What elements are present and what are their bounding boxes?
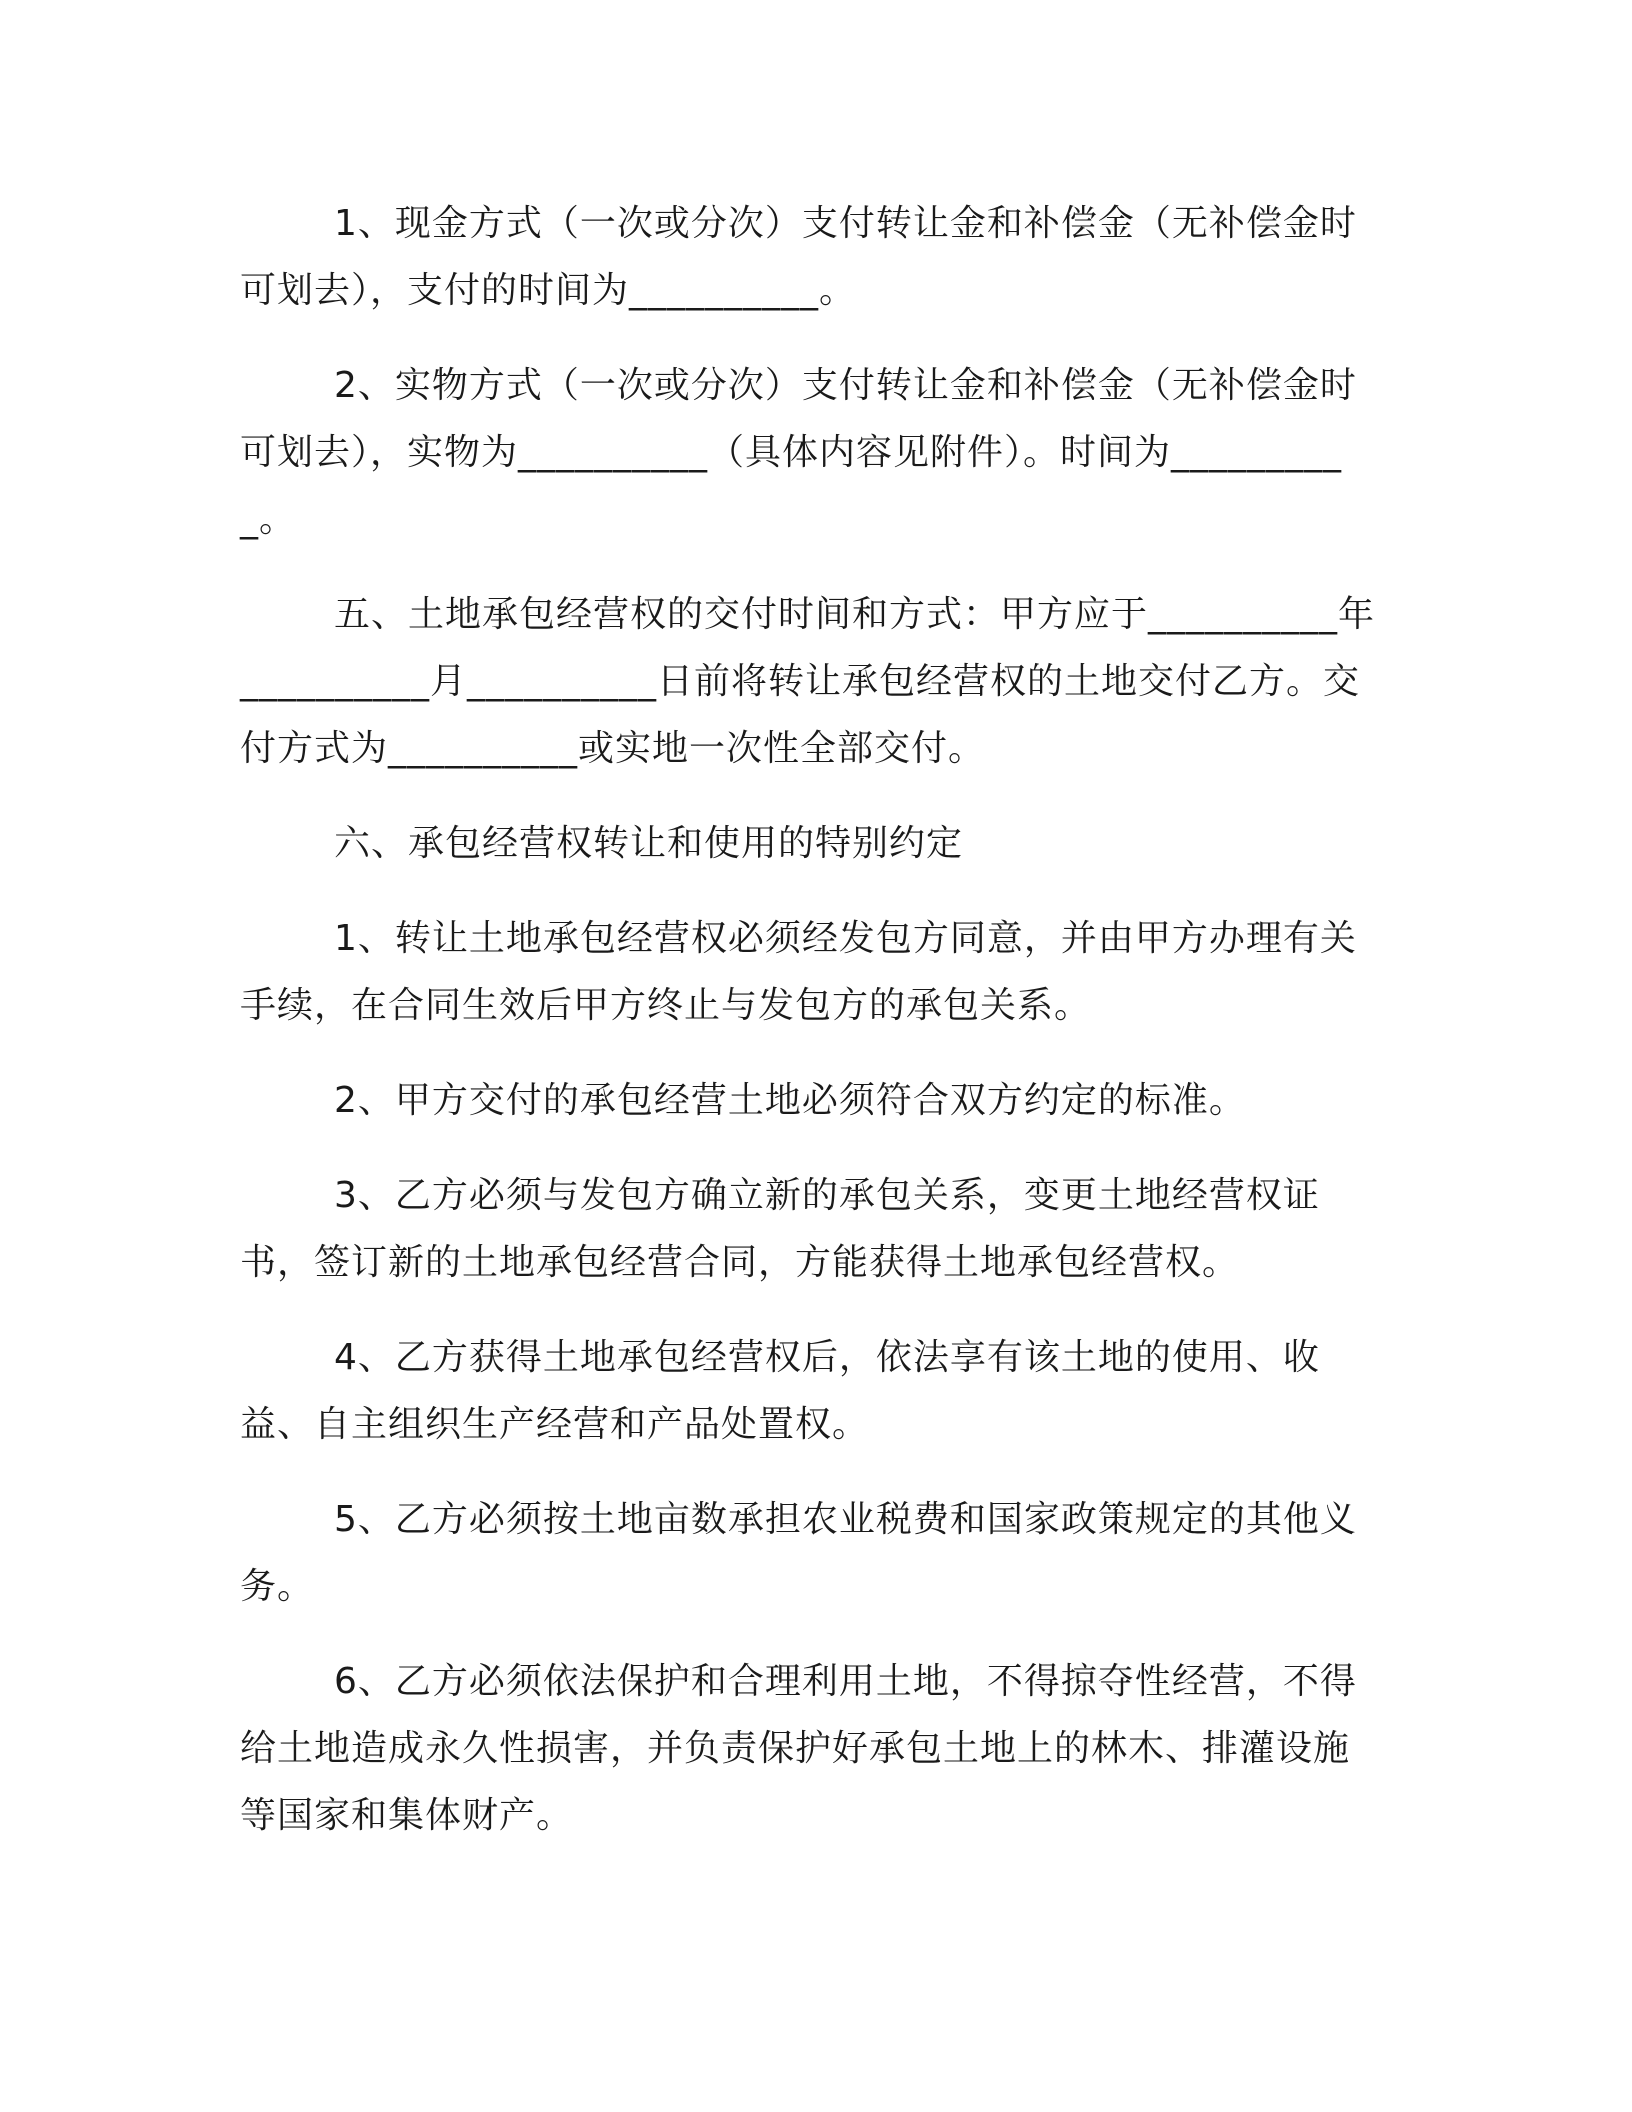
paragraph-item-1: 1、转让土地承包经营权必须经发包方同意，并由甲方办理有关手续，在合同生效后甲方终止与发包方的承包关系。 — [240, 918, 1357, 1026]
paragraph-item-2: 2、甲方交付的承包经营土地必须符合双方约定的标准。 — [334, 1080, 1246, 1121]
paragraph-section-five-delivery: 五、土地承包经营权的交付时间和方式：甲方应于__________年__________月__________日前将转让承包经营权的土地交付乙方。交付方式为__________或实地一次性全部交付。 — [240, 594, 1376, 769]
paragraph-item-6: 6、乙方必须依法保护和合理利用土地，不得掠夺性经营，不得给土地造成永久性损害，并负责保护好承包土地上的林木、排灌设施等国家和集体财产。 — [240, 1661, 1357, 1836]
paragraph-cash-payment: 1、现金方式（一次或分次）支付转让金和补偿金（无补偿金时可划去），支付的时间为__________。 — [240, 203, 1357, 311]
paragraph-item-5: 5、乙方必须按土地亩数承担农业税费和国家政策规定的其他义务。 — [240, 1499, 1357, 1607]
paragraph-in-kind-payment: 2、实物方式（一次或分次）支付转让金和补偿金（无补偿金时可划去），实物为__________（具体内容见附件）。时间为__________。 — [240, 365, 1357, 540]
document-body — [240, 190, 1385, 1877]
paragraph-item-3: 3、乙方必须与发包方确立新的承包关系，变更土地经营权证书，签订新的土地承包经营合同，方能获得土地承包经营权。 — [240, 1175, 1320, 1283]
paragraph-item-4: 4、乙方获得土地承包经营权后，依法享有该土地的使用、收益、自主组织生产经营和产品处置权。 — [240, 1337, 1320, 1445]
paragraph-section-six-heading: 六、承包经营权转让和使用的特别约定 — [334, 823, 964, 864]
